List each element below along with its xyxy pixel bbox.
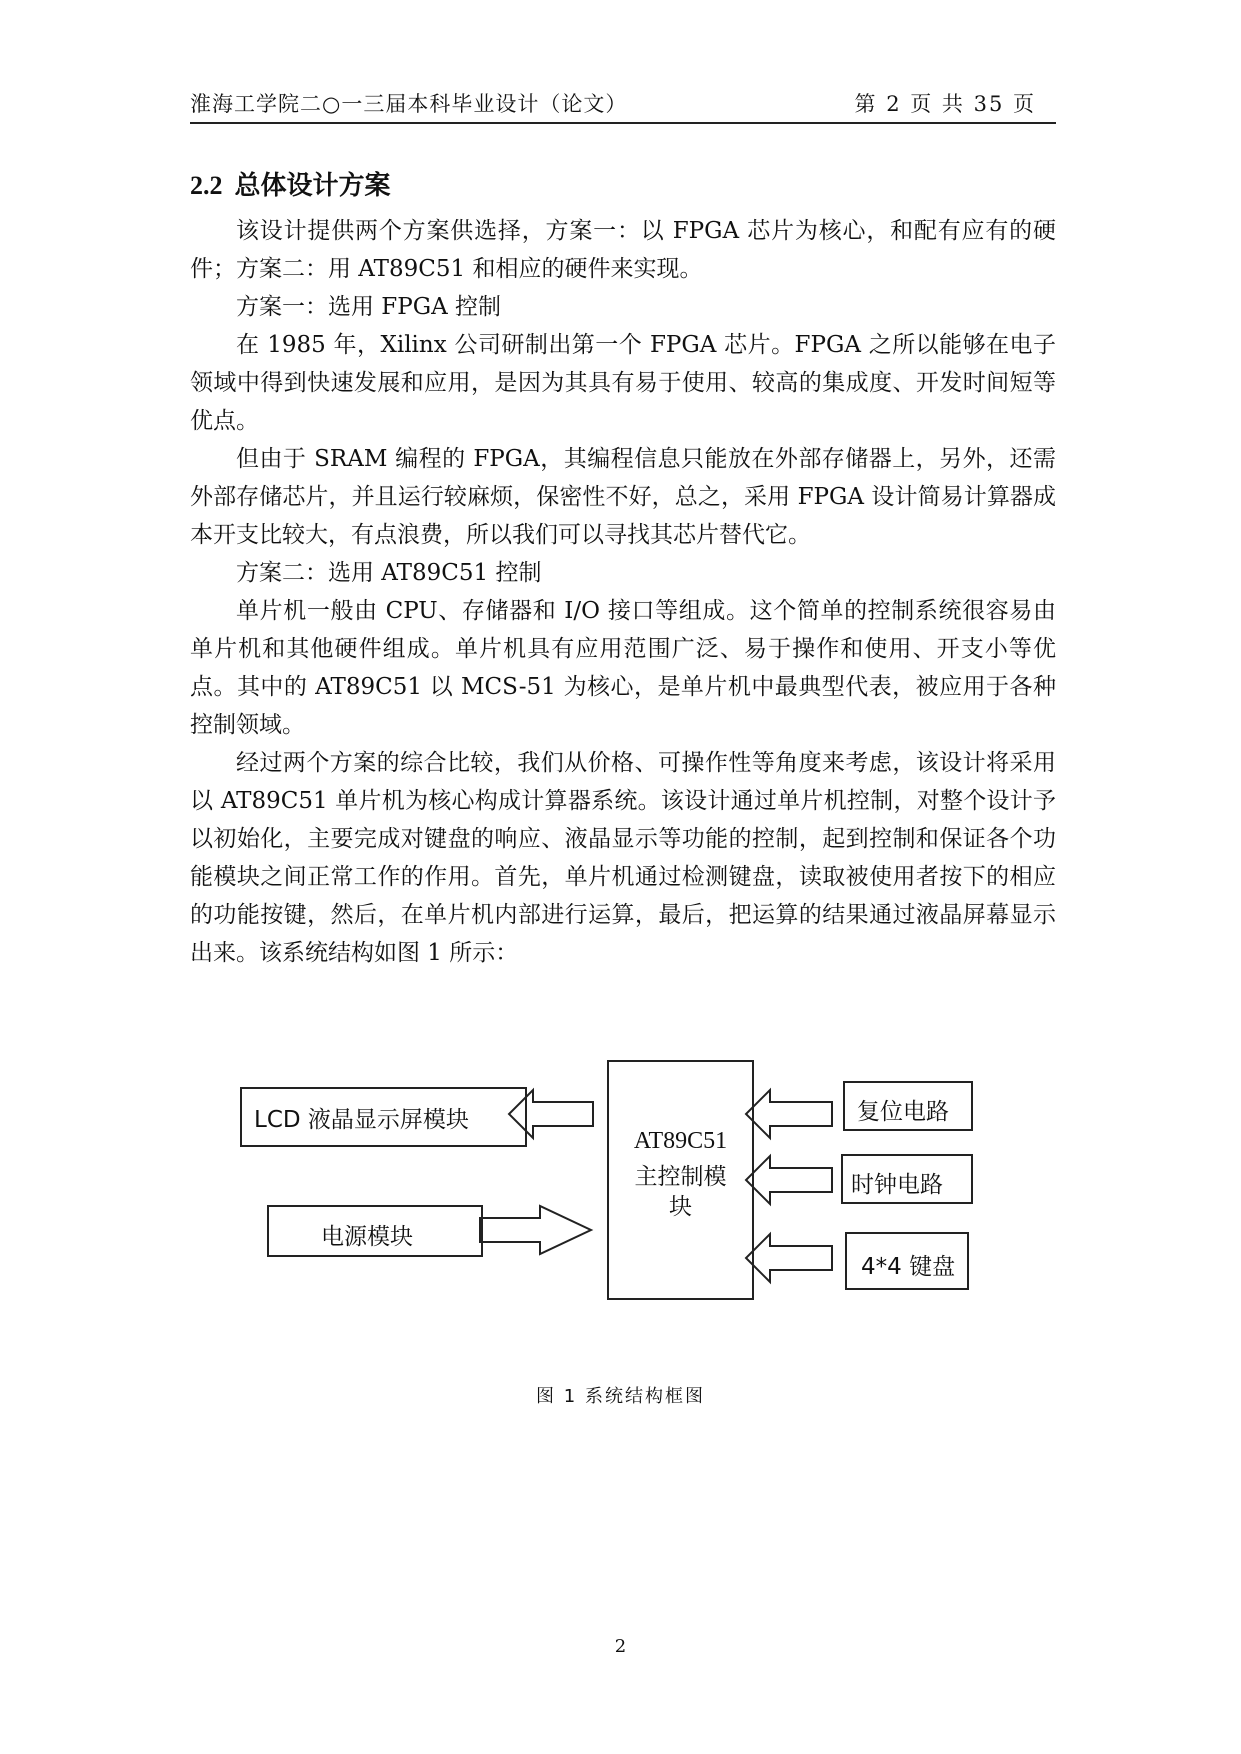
section-title: 总体设计方案 [234,171,391,201]
lcd-module-box [240,1087,527,1147]
mcu-label-line3: 块 [669,1194,692,1220]
mcu-label-line2: 主控制模 [634,1164,727,1190]
paragraph: 单片机一般由 CPU、存储器和 I/O 接口等组成。这个简单的控制系统很容易由单片机和其他硬件组成。单片机具有应用范围广泛、易于操作和使用、开支小等优点。其中的 AT89C51 以 MCS-51 为核心，是单片机中最典型代表，被应用于各种控制领域。 [190,598,1056,738]
page-number: 2 [614,1636,627,1657]
paragraph: 在 1985 年，Xilinx 公司研制出第一个 FPGA 芯片。FPGA 之所以能够在电子领域中得到快速发展和应用，是因为其具有易于使用、较高的集成度、开发时间短等优点。 [190,332,1056,434]
figure-caption: 图 1 系统结构框图 [536,1386,705,1407]
running-header [190,88,1056,124]
arrow-from-reset [746,1090,832,1138]
system-block-diagram [240,1060,1000,1340]
mcu-label-model: AT89C51 [633,1128,728,1154]
paragraph: 经过两个方案的综合比较，我们从价格、可操作性等角度来考虑，该设计将采用以 AT89C51 单片机为核心构成计算器系统。该设计通过单片机控制，对整个设计予以初始化，主要完成对键盘的响应、液晶显示等功能的控制，起到控制和保证各个功能模块之间正常工作的作用。首先，单片机通过检测键盘，读取被使用者按下的相应的功能按键，然后，在单片机内部进行运算，最后，把运算的结果通过液晶屏幕显示出来。该系统结构如图 1 所示： [190,750,1056,966]
mcu-box [607,1060,754,1300]
header-title: 淮海工学院二○一三届本科毕业设计（论文） [190,92,628,116]
reset-circuit-label: 复位电路 [857,1099,949,1125]
power-module-label: 电源模块 [321,1224,413,1250]
section-number: 2.2 [190,171,223,200]
arrow-from-keypad [746,1234,832,1282]
paragraph: 方案二：选用 AT89C51 控制 [236,560,542,586]
keypad-box [845,1232,969,1290]
lcd-module-label: LCD 液晶显示屏模块 [254,1107,469,1133]
clock-circuit-box [841,1154,973,1204]
body-text [190,212,1056,972]
header-page-info: 第 2 页 共 35 页 [854,92,1036,116]
power-module-box [267,1205,483,1257]
section-heading [190,165,391,202]
reset-circuit-box [843,1081,973,1131]
arrow-from-clock [746,1156,832,1204]
paragraph: 但由于 SRAM 编程的 FPGA，其编程信息只能放在外部存储器上，另外，还需外部存储芯片，并且运行较麻烦，保密性不好，总之，采用 FPGA 设计简易计算器成本开支比较大，有点浪费，所以我们可以寻找其芯片替代它。 [190,446,1056,548]
paragraph: 方案一：选用 FPGA 控制 [236,294,502,320]
paragraph: 该设计提供两个方案供选择，方案一：以 FPGA 芯片为核心，和配有应有的硬件；方案二：用 AT89C51 和相应的硬件来实现。 [190,218,1056,282]
arrow-from-power [480,1206,591,1254]
clock-circuit-label: 时钟电路 [851,1172,943,1198]
keypad-label: 4*4 键盘 [861,1254,956,1280]
